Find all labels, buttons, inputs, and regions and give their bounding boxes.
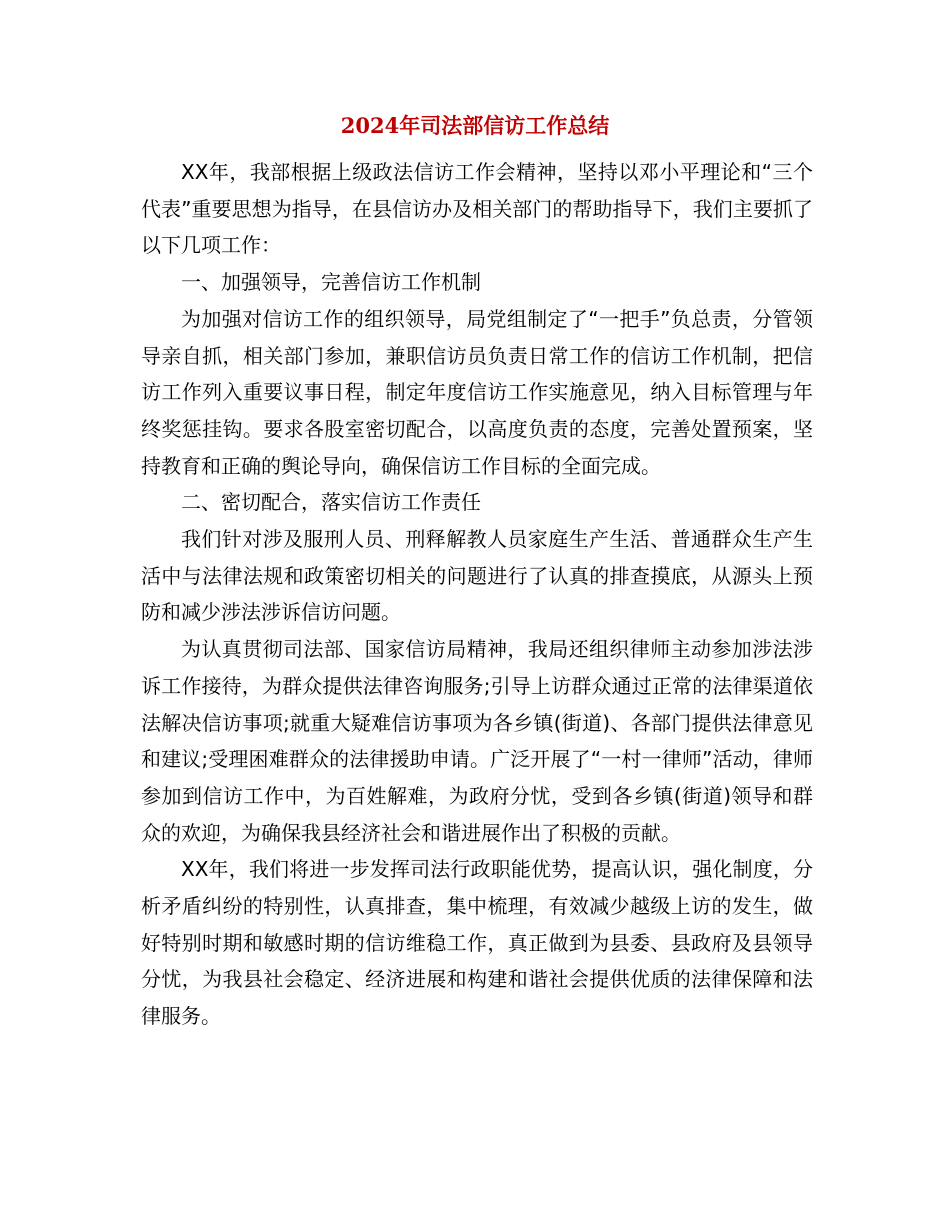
section-heading-1: 一、加强领导，完善信访工作机制	[181, 270, 481, 295]
section-2-paragraph-2: 为认真贯彻司法部、国家信访局精神，我局还组织律师主动参加涉法涉诉工作接待，为群众提供法律咨询服务;引导上访群众通过正常的法律渠道依法解决信访事项;就重大疑难信访事项为各乡镇(街道)、各部门提供法律意见和建议;受理困难群众的法律援助申请。广泛开展了“一村一律师”活动，律师参加到信访工作中，为百姓解难，为政府分忧，受到各乡镇(街道)领导和群众的欢迎，为确保我县经济社会和谐进展作出了积极的贡献。	[141, 637, 813, 845]
section-1-paragraph: 为加强对信访工作的组织领导，局党组制定了“一把手”负总责，分管领导亲自抓，相关部门参加，兼职信访员负责日常工作的信访工作机制，把信访工作列入重要议事日程，制定年度信访工作实施意见，纳入目标管理与年终奖惩挂钩。要求各股室密切配合，以高度负责的态度，完善处置预案，坚持教育和正确的舆论导向，确保信访工作目标的全面完成。	[141, 306, 813, 478]
section-heading-2: 二、密切配合，落实信访工作责任	[181, 490, 481, 515]
document-title: 2024年司法部信访工作总结	[340, 113, 610, 138]
section-2-paragraph-1: 我们针对涉及服刑人员、刑释解教人员家庭生产生活、普通群众生产生活中与法律法规和政策密切相关的问题进行了认真的排查摸底，从源头上预防和减少涉法涉诉信访问题。	[141, 527, 813, 625]
intro-paragraph: XX年，我部根据上级政法信访工作会精神，坚持以邓小平理论和“三个代表”重要思想为指导，在县信访办及相关部门的帮助指导下，我们主要抓了以下几项工作：	[141, 160, 813, 258]
document-body	[141, 154, 813, 1035]
closing-paragraph: XX年，我们将进一步发挥司法行政职能优势，提高认识，强化制度，分析矛盾纠纷的特别性，认真排查，集中梳理，有效减少越级上访的发生，做好特别时期和敏感时期的信访维稳工作，真正做到为县委、县政府及县领导分忧，为我县社会稳定、经济进展和构建和谐社会提供优质的法律保障和法律服务。	[141, 857, 813, 1029]
